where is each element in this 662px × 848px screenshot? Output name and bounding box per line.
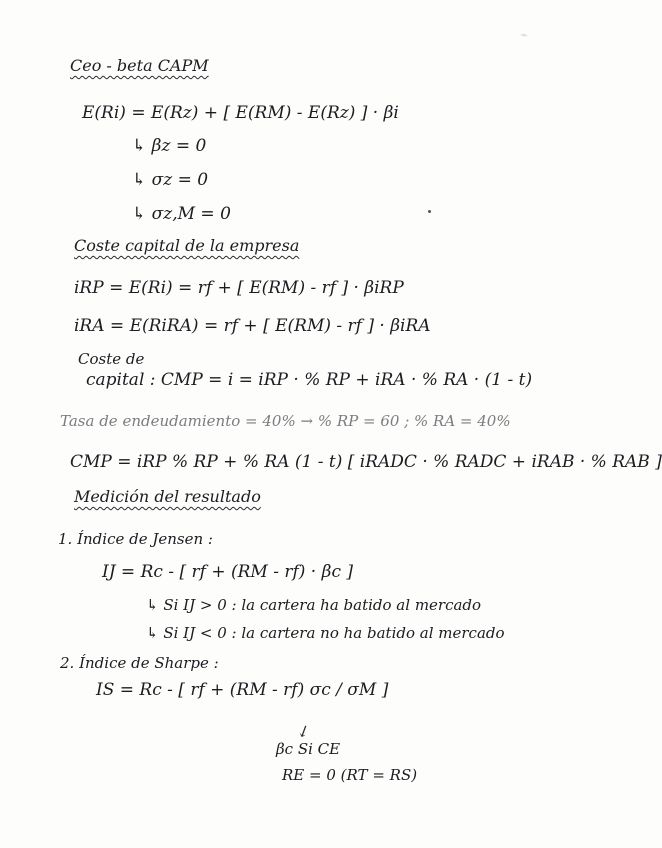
condition-sigma-z: ↳ σz = 0	[132, 170, 209, 190]
formula-cmp: capital : CMP = i = iRP · % RP + iRA · % RA · (1 - t)	[86, 370, 533, 390]
formula-zero-beta: E(Ri) = E(Rz) + [ E(RM) - E(Rz) ] · βi	[82, 103, 399, 123]
item-sharpe: 2. Índice de Sharpe :	[60, 654, 219, 672]
formula-irp: iRP = E(Ri) = rf + [ E(RM) - rf ] · βiRP	[74, 278, 404, 298]
heading-zero-beta-capm: Ceo - beta CAPM	[70, 56, 209, 75]
formula-ira: iRA = E(RiRA) = rf + [ E(RM) - rf ] · βiRA	[74, 316, 431, 336]
formula-sharpe: IS = Rc - [ rf + (RM - rf) σc / σM ]	[96, 680, 389, 700]
formula-cmp-expanded: CMP = iRP % RP + % RA (1 - t) [ iRADC · % RADC + iRAB · % RAB ]	[70, 452, 662, 472]
condition-sigma-zm: ↳ σz,M = 0	[132, 204, 231, 224]
bleed-through-mark: ⌁	[520, 28, 528, 43]
condition-beta-z: ↳ βz = 0	[132, 136, 207, 156]
note-beta-ce: βc Si CE	[276, 740, 341, 758]
down-arrow-icon: ↓	[294, 720, 314, 743]
note-re-zero: RE = 0 (RT = RS)	[282, 766, 418, 784]
tasa-endeudamiento: Tasa de endeudamiento = 40% → % RP = 60 ; % RA = 40%	[60, 412, 511, 430]
ink-dot	[428, 210, 431, 213]
label-coste-de: Coste de	[78, 350, 145, 368]
formula-jensen: IJ = Rc - [ rf + (RM - rf) · βc ]	[102, 562, 353, 582]
jensen-positive: ↳ Si IJ > 0 : la cartera ha batido al mercado	[146, 596, 482, 614]
heading-coste-capital: Coste capital de la empresa	[74, 236, 300, 255]
jensen-negative: ↳ Si IJ < 0 : la cartera no ha batido al mercado	[146, 624, 505, 642]
item-jensen: 1. Índice de Jensen :	[58, 530, 213, 548]
heading-medicion-resultado: Medición del resultado	[74, 487, 261, 506]
